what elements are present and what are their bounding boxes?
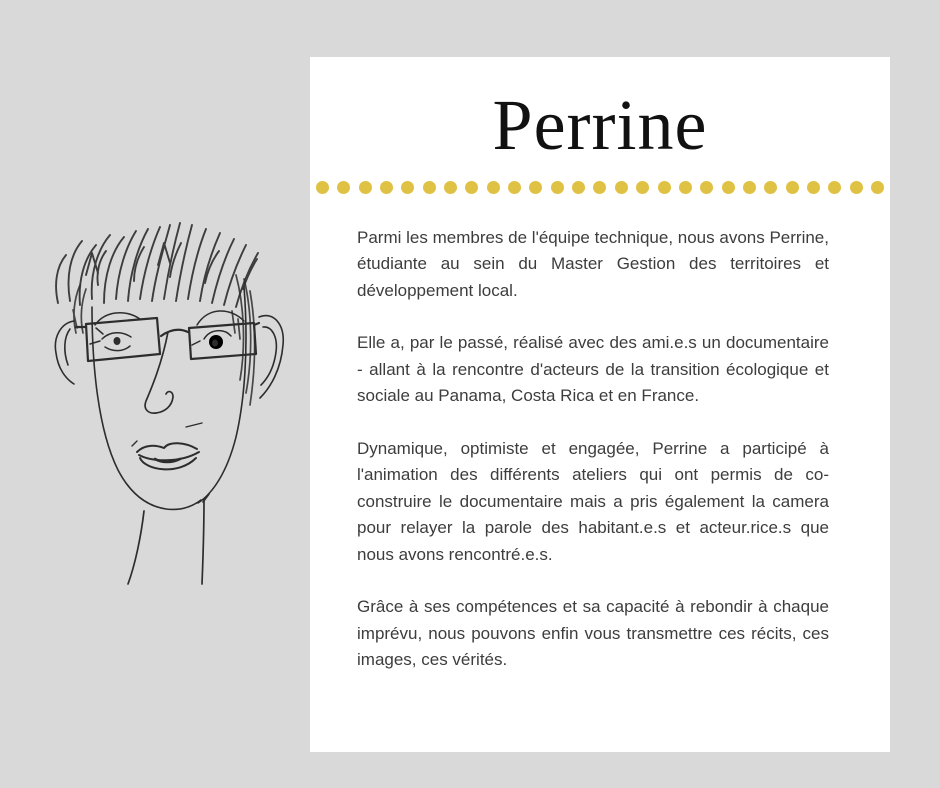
divider-dot bbox=[508, 181, 521, 194]
divider-dot bbox=[316, 181, 329, 194]
divider-dot bbox=[636, 181, 649, 194]
divider-dot bbox=[828, 181, 841, 194]
divider-dot bbox=[743, 181, 756, 194]
divider-dot bbox=[850, 181, 863, 194]
divider-dot bbox=[764, 181, 777, 194]
divider-dot bbox=[465, 181, 478, 194]
divider-dot bbox=[337, 181, 350, 194]
profile-card bbox=[310, 57, 890, 752]
profile-text bbox=[357, 225, 829, 674]
divider-dot bbox=[572, 181, 585, 194]
divider-dot bbox=[871, 181, 884, 194]
divider-dot bbox=[551, 181, 564, 194]
divider-dot bbox=[529, 181, 542, 194]
divider-dot bbox=[359, 181, 372, 194]
divider-dot bbox=[401, 181, 414, 194]
profile-title: Perrine bbox=[492, 85, 708, 165]
paragraph-closing: Grâce à ses compétences et sa capacité à rebondir à chaque imprévu, nous pouvons enfin vous transmettre ces récits, ces images, ces vérités. bbox=[357, 597, 829, 670]
dotted-divider bbox=[316, 181, 884, 195]
paragraph-documentary: Elle a, par le passé, réalisé avec des ami.e.s un documentaire - allant à la rencontre d'acteurs de la transition écologique et sociale au Panama, Costa Rica et en France. bbox=[357, 333, 829, 406]
paragraph-intro: Parmi les membres de l'équipe technique, nous avons Perrine, étudiante au sein du Master Gestion des territoires et développement local. bbox=[357, 227, 829, 300]
divider-dot bbox=[679, 181, 692, 194]
divider-dot bbox=[380, 181, 393, 194]
divider-dot bbox=[807, 181, 820, 194]
portrait-sketch bbox=[40, 215, 305, 600]
portrait-sketch-svg bbox=[40, 215, 305, 600]
paragraph-role: Dynamique, optimiste et engagée, Perrine a participé à l'animation des différents ateliers qui ont permis de co-construire le documentaire mais a pris également la camera pour relayer la parole des habitant.e.s et acteur.rice.s que nous avons rencontré.e.s. bbox=[357, 438, 829, 564]
divider-dot bbox=[658, 181, 671, 194]
divider-dot bbox=[615, 181, 628, 194]
divider-dot bbox=[593, 181, 606, 194]
divider-dot bbox=[423, 181, 436, 194]
divider-dot bbox=[786, 181, 799, 194]
divider-dot bbox=[722, 181, 735, 194]
divider-dot bbox=[487, 181, 500, 194]
divider-dot bbox=[444, 181, 457, 194]
divider-dot bbox=[700, 181, 713, 194]
